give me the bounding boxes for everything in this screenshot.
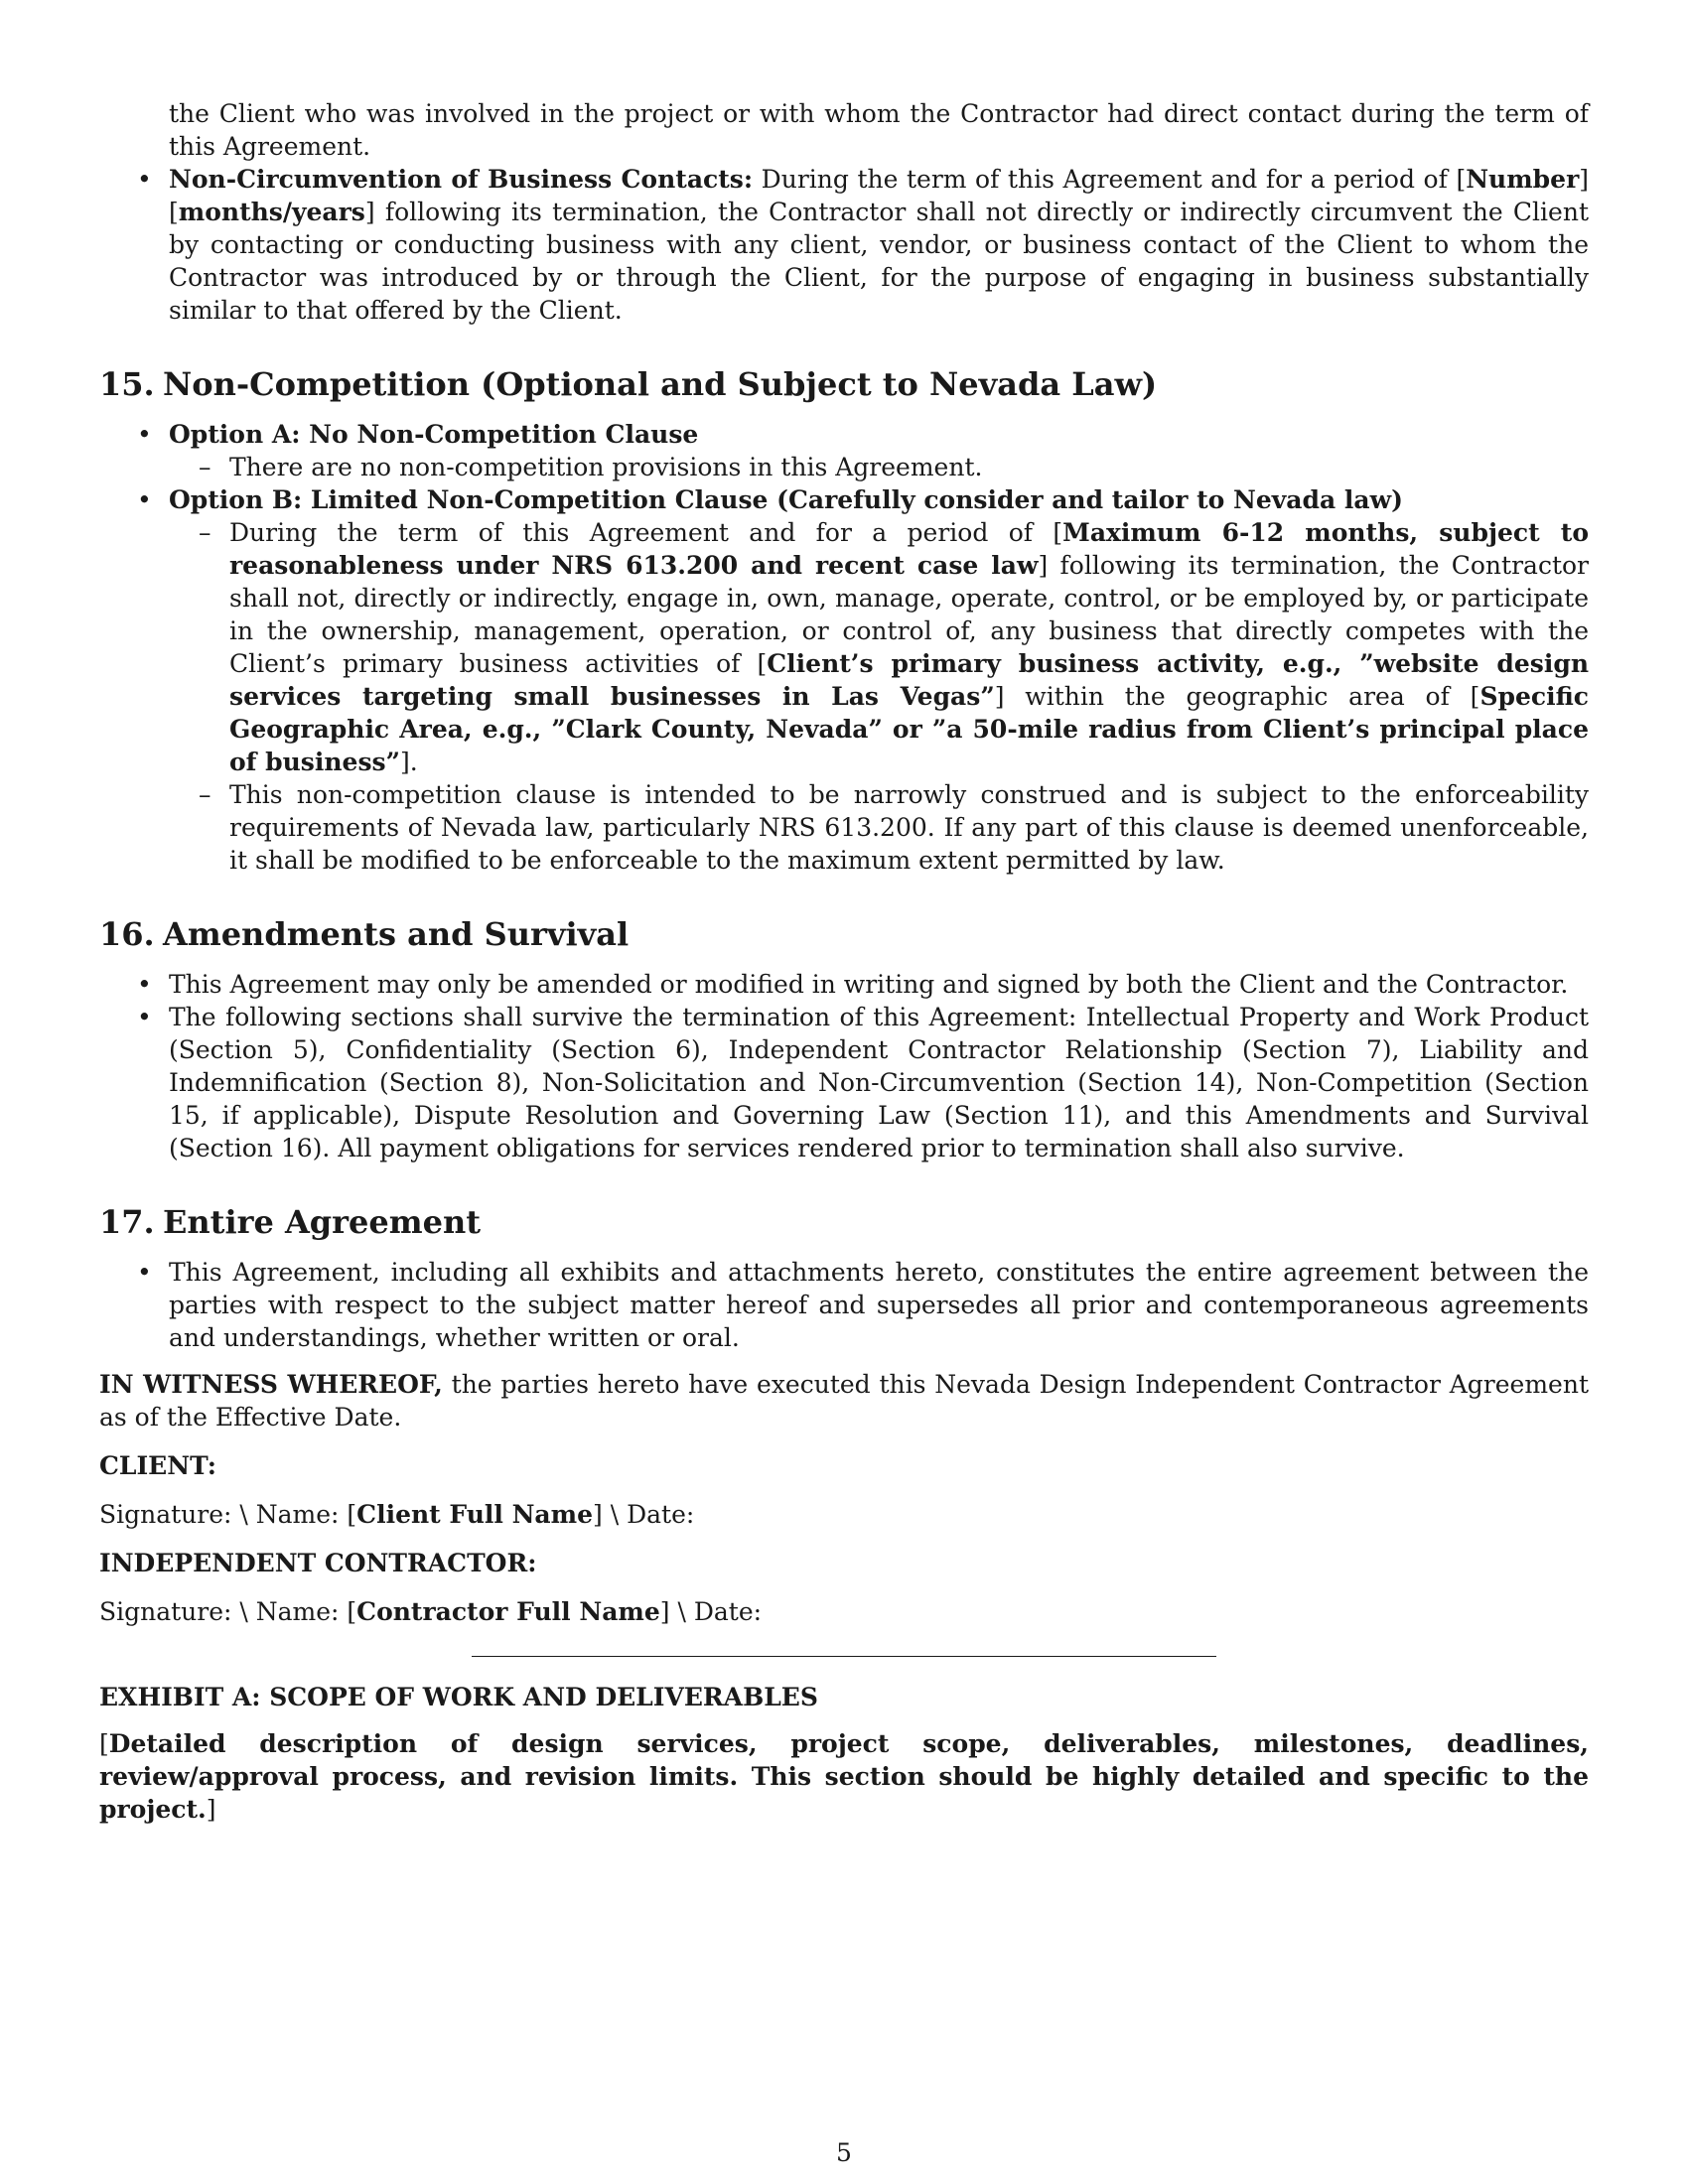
page-number: 5 <box>836 2138 852 2167</box>
section-16-number: 16. <box>99 915 155 953</box>
section-15-title: Non-Competition (Optional and Subject to Nevada Law) <box>163 365 1158 403</box>
document-page <box>99 97 1589 1826</box>
client-label-text: CLIENT: <box>99 1451 217 1480</box>
client-sig-prefix: Signature: \ Name: [ <box>99 1500 357 1529</box>
intro-continuation: the Client who was involved in the project or with whom the Contractor had direct contact during the term of this Agreement. <box>169 99 1589 161</box>
option-b-text-4: ]. <box>399 748 418 776</box>
non-circumvention-text-1: During the term of this Agreement and for a period of [ <box>753 165 1467 194</box>
section-17-heading <box>99 1202 1589 1242</box>
contractor-sig-prefix: Signature: \ Name: [ <box>99 1597 357 1626</box>
non-circumvention-list <box>99 163 1589 327</box>
witness-text: the parties hereto have executed this Nevada Design Independent Contractor Agreement as of the Effective Date. <box>99 1370 1589 1432</box>
section-divider <box>472 1656 1216 1657</box>
option-b-label: Option B: Limited Non-Competition Clause (Carefully consider and tailor to Nevada law) <box>169 485 1403 514</box>
non-circumvention-label: Non-Circumvention of Business Contacts: <box>169 165 754 194</box>
option-a-text: – There are no non-competition provisions in this Agreement. <box>169 451 1589 483</box>
section-17-list <box>99 1256 1589 1354</box>
exhibit-open-bracket: [ <box>99 1729 109 1758</box>
section-16-item-2: • The following sections shall survive the termination of this Agreement: Intellectual Property and Work Product (Section 5), Confidentiality (Section 6), Independent Contractor Relationship (Section 7), Liability and Indemnification (Section 8), Non-Solicitation and Non-Circumvention (Section 14), Non-Competition (Section 15, if applicable), Dispute Resolution and Governing Law (Section 11), and this Amendments and Survival (Section 16). All payment obligations for services rendered prior to termination shall also survive. <box>99 1001 1589 1164</box>
placeholder-duration: Maximum 6-12 months, subject to reasonableness under NRS 613.200 and recent case law <box>229 518 1589 580</box>
option-b-sublist <box>169 516 1589 877</box>
contractor-label-text: INDEPENDENT CONTRACTOR: <box>99 1549 537 1577</box>
section-17-title: Entire Agreement <box>163 1203 481 1241</box>
witness-paragraph <box>99 1368 1589 1433</box>
option-a-label: Option A: No Non-Competition Clause <box>169 420 699 449</box>
placeholder-number: Number <box>1466 165 1580 194</box>
exhibit-text: Detailed description of design services, project scope, deliverables, milestones, deadlines, review/approval process, and revision limits. This section should be highly detailed and specific to the project. <box>99 1729 1589 1824</box>
section-17-item-1: • This Agreement, including all exhibits and attachments hereto, constitutes the entire agreement between the parties with respect to the subject matter hereof and supersedes all prior and contemporaneous agreements and understandings, whether written or oral. <box>99 1256 1589 1354</box>
section-16-list <box>99 968 1589 1164</box>
section-15-list <box>99 418 1589 877</box>
option-b-enforceability: – This non-competition clause is intended to be narrowly construed and is subject to the enforceability requirements of Nevada law, particularly NRS 613.200. If any part of this clause is deemed unenforceable, it shall be modified to be enforceable to the maximum extent permitted by law. <box>169 778 1589 877</box>
option-b-item <box>99 483 1589 877</box>
placeholder-months-years: months/years <box>178 198 365 226</box>
section-16-item-1: • This Agreement may only be amended or modified in writing and signed by both the Client and the Contractor. <box>99 968 1589 1001</box>
option-a-item <box>99 418 1589 483</box>
client-sig-suffix: ] \ Date: <box>593 1500 695 1529</box>
placeholder-geographic-area: Specific Geographic Area, e.g., ”Clark County, Nevada” or ”a 50-mile radius from Client’s principal place of business” <box>229 682 1589 776</box>
option-b-clause <box>169 516 1589 778</box>
witness-label: IN WITNESS WHEREOF, <box>99 1370 443 1399</box>
client-label <box>99 1449 1589 1482</box>
section-15-heading <box>99 364 1589 404</box>
client-signature-line <box>99 1498 1589 1531</box>
contractor-label <box>99 1547 1589 1579</box>
non-circumvention-text-3: ] following its termination, the Contractor shall not directly or indirectly circumvent the Client by contacting or conducting business with any client, vendor, or business contact of the Client to whom the Contractor was introduced by or through the Client, for the purpose of engaging in business substantially similar to that offered by the Client. <box>169 198 1589 325</box>
non-circumvention-item <box>99 163 1589 327</box>
non-circumvention-text-2: ] [ <box>169 165 1590 226</box>
placeholder-business-activity: Client’s primary business activity, e.g., ”website design services targeting small businesses in Las Vegas” <box>229 649 1590 711</box>
contractor-name-placeholder: Contractor Full Name <box>356 1597 660 1626</box>
option-b-text-1: During the term of this Agreement and for a period of [ <box>229 518 1063 547</box>
option-a-sublist <box>169 451 1589 483</box>
exhibit-title <box>99 1681 1589 1713</box>
exhibit-close-bracket: ] <box>206 1795 216 1824</box>
section-17-number: 17. <box>99 1203 155 1241</box>
section-16-heading <box>99 914 1589 954</box>
section-15-number: 15. <box>99 365 155 403</box>
exhibit-description <box>99 1727 1589 1826</box>
contractor-signature-line <box>99 1595 1589 1628</box>
section-16-title: Amendments and Survival <box>163 915 630 953</box>
option-b-text-2: ] following its termination, the Contractor shall not, directly or indirectly, engage in, own, manage, operate, control, or be employed by, or participate in the ownership, management, operation, or control of, any business that directly competes with the Client’s primary business activities of [ <box>229 551 1589 678</box>
contractor-sig-suffix: ] \ Date: <box>659 1597 763 1626</box>
exhibit-title-text: EXHIBIT A: SCOPE OF WORK AND DELIVERABLES <box>99 1683 818 1711</box>
client-name-placeholder: Client Full Name <box>356 1500 593 1529</box>
option-b-text-3: ] within the geographic area of [ <box>994 682 1480 711</box>
